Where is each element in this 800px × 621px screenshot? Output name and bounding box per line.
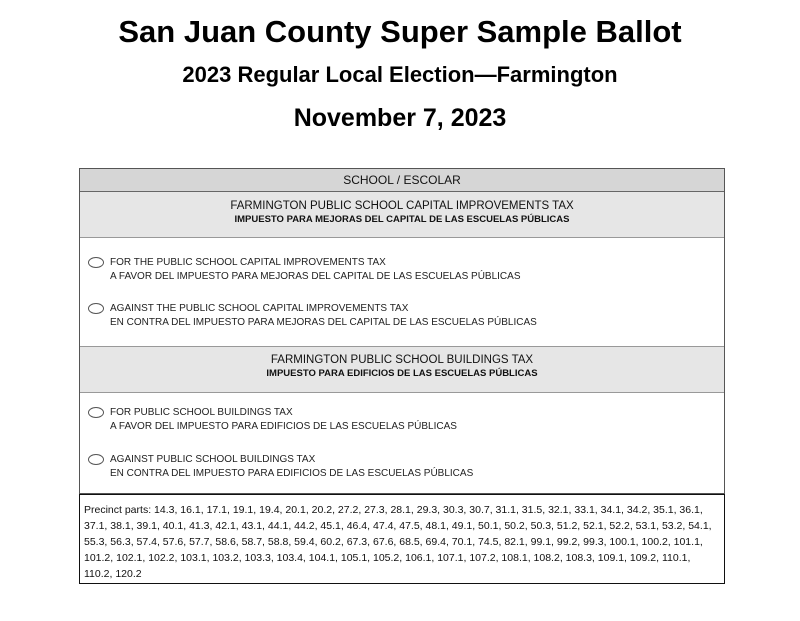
contest-title-en: FARMINGTON PUBLIC SCHOOL CAPITAL IMPROVEMENTS TAX xyxy=(230,200,574,212)
vote-bubble[interactable] xyxy=(88,407,104,418)
option-label-es: A FAVOR DEL IMPUESTO PARA MEJORAS DEL CAPITAL DE LAS ESCUELAS PÚBLICAS xyxy=(110,271,521,282)
contest-options-buildings xyxy=(80,393,724,494)
option-label-en: AGAINST THE PUBLIC SCHOOL CAPITAL IMPROVEMENTS TAX xyxy=(110,303,409,314)
contest-title-es: IMPUESTO PARA MEJORAS DEL CAPITAL DE LAS ESCUELAS PÚBLICAS xyxy=(234,214,570,225)
contest-title-en: FARMINGTON PUBLIC SCHOOL BUILDINGS TAX xyxy=(270,354,534,366)
option-label-es: EN CONTRA DEL IMPUESTO PARA EDIFICIOS DE LAS ESCUELAS PÚBLICAS xyxy=(110,468,474,479)
ballot-box xyxy=(79,168,725,494)
precinct-parts: Precinct parts: 14.3, 16.1, 17.1, 19.1, 19.4, 20.1, 20.2, 27.2, 27.3, 28.1, 29.3, 30.3, 30.7, 31.1, 31.5, 32.1, 33.1, 34.1, 34.2, 35.1, 36.1, 37.1, 38.1, 39.1, 40.1, 41.3, 42.1, 43.1, 44.1, 44.2, 45.1, 46.4, 47.4, 47.5, 48.1, 49.1, 50.1, 50.2, 50.3, 51.2, 52.1, 52.2, 53.1, 53.2, 54.1, 55.3, 56.3, 57.4, 57.6, 57.7, 58.6, 58.7, 58.8, 59.4, 60.2, 67.3, 67.6, 68.5, 69.4, 70.1, 74.5, 82.1, 99.1, 99.2, 99.3, 100.1, 100.2, 101.1, 101.2, 102.1, 102.2, 103.1, 103.2, 103.3, 103.4, 104.1, 105.1, 105.2, 106.1, 107.1, 107.2, 108.1, 108.2, 108.3, 109.1, 109.2, 110.1, 110.2, 120.2 xyxy=(79,494,725,584)
contest-header-buildings xyxy=(80,346,724,393)
option-label-en: FOR PUBLIC SCHOOL BUILDINGS TAX xyxy=(110,407,293,418)
contest-options-capital-improvements xyxy=(80,238,724,346)
election-date: November 7, 2023 xyxy=(293,104,507,132)
ballot-title: San Juan County Super Sample Ballot xyxy=(118,14,682,49)
vote-bubble[interactable] xyxy=(88,454,104,465)
option-label-es: A FAVOR DEL IMPUESTO PARA EDIFICIOS DE LAS ESCUELAS PÚBLICAS xyxy=(110,421,457,432)
election-subtitle: 2023 Regular Local Election—Farmington xyxy=(182,62,618,87)
section-header: SCHOOL / ESCOLAR xyxy=(80,169,724,192)
contest-header-capital-improvements xyxy=(80,192,724,238)
option-label-en: FOR THE PUBLIC SCHOOL CAPITAL IMPROVEMENTS TAX xyxy=(110,257,386,268)
option-label-es: EN CONTRA DEL IMPUESTO PARA MEJORAS DEL CAPITAL DE LAS ESCUELAS PÚBLICAS xyxy=(110,317,537,328)
contest-title-es: IMPUESTO PARA EDIFICIOS DE LAS ESCUELAS PÚBLICAS xyxy=(266,368,538,379)
option-label-en: AGAINST PUBLIC SCHOOL BUILDINGS TAX xyxy=(110,454,316,465)
vote-bubble[interactable] xyxy=(88,257,104,268)
vote-bubble[interactable] xyxy=(88,303,104,314)
